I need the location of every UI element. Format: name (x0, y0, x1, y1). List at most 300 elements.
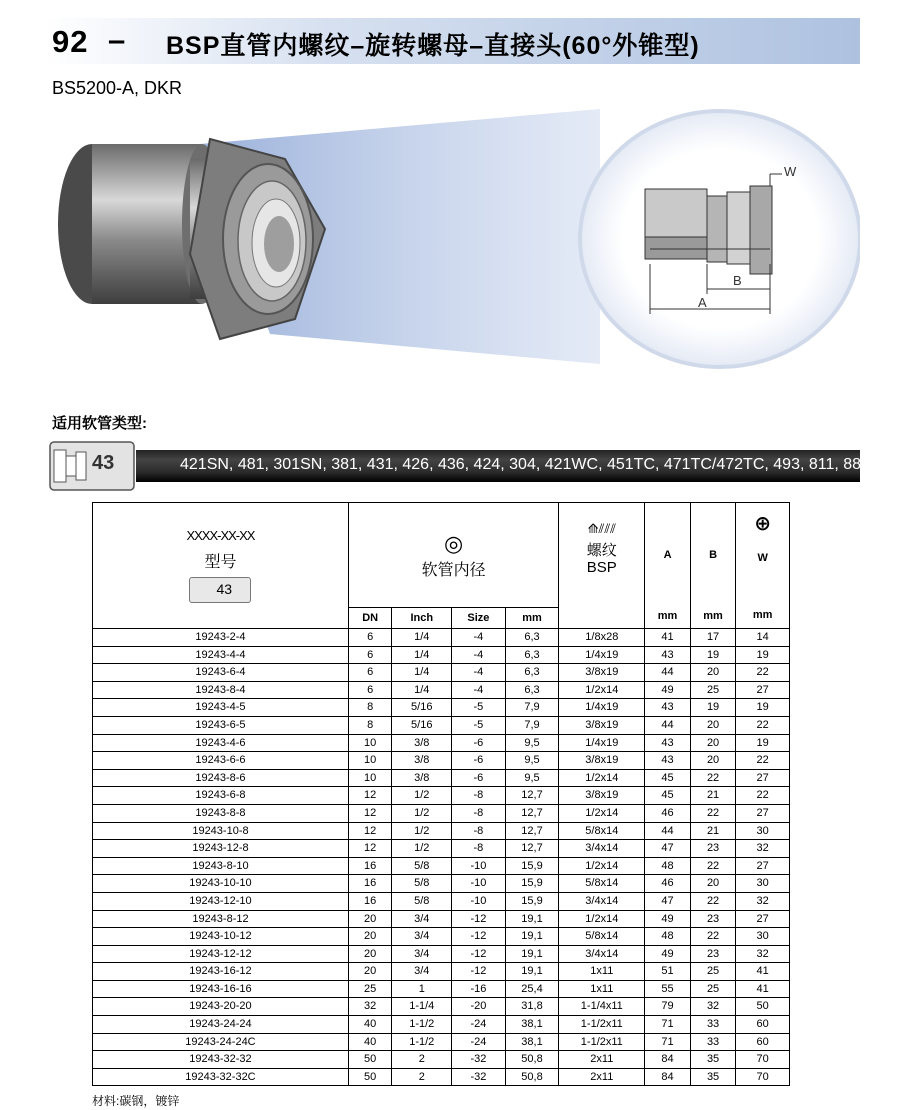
cell-size: -6 (452, 734, 506, 752)
table-row (93, 910, 790, 928)
cell-mm: 12,7 (505, 840, 559, 858)
cell-model: 19243-24-24C (93, 1033, 349, 1051)
w-header (736, 503, 790, 629)
spec-table (92, 502, 790, 1086)
cell-w: 60 (736, 1016, 790, 1034)
table-row (93, 734, 790, 752)
cell-model: 19243-32-32C (93, 1068, 349, 1086)
table-row (93, 892, 790, 910)
w-unit: mm (752, 608, 773, 621)
cell-size: -10 (452, 892, 506, 910)
cell-w: 19 (736, 699, 790, 717)
table-row (93, 716, 790, 734)
cell-size: -8 (452, 804, 506, 822)
table-row (93, 646, 790, 664)
spec-table-body (93, 629, 790, 1086)
a-header (645, 503, 691, 629)
cell-dn: 6 (348, 646, 391, 664)
cell-mm: 19,1 (505, 963, 559, 981)
cell-model: 19243-4-4 (93, 646, 349, 664)
cell-inch: 2 (392, 1068, 452, 1086)
cell-mm: 6,3 (505, 629, 559, 647)
cell-mm: 12,7 (505, 804, 559, 822)
cell-a: 49 (645, 945, 691, 963)
cell-mm: 31,8 (505, 998, 559, 1016)
cell-a: 48 (645, 928, 691, 946)
cell-mm: 50,8 (505, 1068, 559, 1086)
cell-a: 71 (645, 1016, 691, 1034)
cell-b: 25 (690, 681, 736, 699)
cell-b: 21 (690, 787, 736, 805)
cell-dn: 16 (348, 892, 391, 910)
cell-dn: 10 (348, 734, 391, 752)
cell-mm: 50,8 (505, 1051, 559, 1069)
cell-w: 32 (736, 840, 790, 858)
cell-dn: 20 (348, 928, 391, 946)
cell-b: 35 (690, 1068, 736, 1086)
cell-thread: 1-1/2x11 (559, 1033, 645, 1051)
cell-thread: 1/2x14 (559, 769, 645, 787)
cell-mm: 15,9 (505, 875, 559, 893)
compatible-hose-bar (48, 440, 870, 492)
cell-inch: 3/4 (392, 945, 452, 963)
cell-b: 22 (690, 769, 736, 787)
cell-size: -4 (452, 681, 506, 699)
cell-thread: 1/4x19 (559, 646, 645, 664)
cell-model: 19243-12-8 (93, 840, 349, 858)
cell-mm: 25,4 (505, 980, 559, 998)
cell-model: 19243-4-5 (93, 699, 349, 717)
title-dash: – (108, 22, 126, 57)
cell-mm: 15,9 (505, 892, 559, 910)
cell-thread: 5/8x14 (559, 928, 645, 946)
cell-model: 19243-16-12 (93, 963, 349, 981)
cell-b: 20 (690, 716, 736, 734)
cell-mm: 9,5 (505, 734, 559, 752)
cell-dn: 12 (348, 822, 391, 840)
cell-mm: 12,7 (505, 787, 559, 805)
standard-subtitle: BS5200-A, DKR (52, 78, 183, 98)
cell-w: 22 (736, 787, 790, 805)
w-icon: ⊕ (754, 512, 772, 535)
model-badge-text: 43 (216, 581, 233, 598)
cell-thread: 1/4x19 (559, 734, 645, 752)
a-label: A (663, 548, 672, 561)
table-row (93, 945, 790, 963)
cell-dn: 6 (348, 681, 391, 699)
cell-b: 20 (690, 664, 736, 682)
cell-mm: 12,7 (505, 822, 559, 840)
cell-inch: 5/8 (392, 857, 452, 875)
cell-size: -24 (452, 1033, 506, 1051)
catalog-number: 92 (52, 24, 89, 59)
cell-inch: 1-1/4 (392, 998, 452, 1016)
dim-label-w: W (784, 164, 797, 179)
model-badge (189, 577, 251, 603)
cell-size: -6 (452, 769, 506, 787)
cell-inch: 1 (392, 980, 452, 998)
mm-header: mm (505, 608, 559, 629)
cell-mm: 19,1 (505, 945, 559, 963)
cell-w: 27 (736, 681, 790, 699)
cell-thread: 5/8x14 (559, 875, 645, 893)
cell-inch: 1/4 (392, 664, 452, 682)
cell-inch: 1-1/2 (392, 1016, 452, 1034)
cell-thread: 1/4x19 (559, 699, 645, 717)
cell-b: 21 (690, 822, 736, 840)
cell-a: 45 (645, 769, 691, 787)
cell-model: 19243-8-4 (93, 681, 349, 699)
cell-thread: 2x11 (559, 1051, 645, 1069)
cell-w: 27 (736, 769, 790, 787)
cell-size: -5 (452, 716, 506, 734)
cell-dn: 50 (348, 1051, 391, 1069)
cell-mm: 19,1 (505, 910, 559, 928)
cell-inch: 3/4 (392, 928, 452, 946)
table-row (93, 875, 790, 893)
cell-inch: 5/16 (392, 716, 452, 734)
cell-model: 19243-24-24 (93, 1016, 349, 1034)
cell-size: -12 (452, 928, 506, 946)
cell-size: -20 (452, 998, 506, 1016)
cell-thread: 1/2x14 (559, 910, 645, 928)
cell-size: -12 (452, 910, 506, 928)
table-row (93, 769, 790, 787)
cell-size: -4 (452, 646, 506, 664)
cell-a: 48 (645, 857, 691, 875)
fitting-id: 43 (92, 452, 115, 474)
b-unit: mm (703, 609, 723, 622)
table-row (93, 1068, 790, 1086)
table-row (93, 963, 790, 981)
cell-thread: 1-1/2x11 (559, 1016, 645, 1034)
cell-mm: 15,9 (505, 857, 559, 875)
cell-model: 19243-6-8 (93, 787, 349, 805)
hose-types-heading: 适用软管类型: (52, 415, 147, 432)
cell-model: 19243-6-5 (93, 716, 349, 734)
cell-b: 32 (690, 998, 736, 1016)
cell-model: 19243-2-4 (93, 629, 349, 647)
cell-inch: 2 (392, 1051, 452, 1069)
cell-inch: 1/2 (392, 804, 452, 822)
cell-a: 49 (645, 910, 691, 928)
cell-w: 27 (736, 857, 790, 875)
thread-header (559, 503, 645, 629)
cell-b: 25 (690, 980, 736, 998)
cell-model: 19243-20-20 (93, 998, 349, 1016)
cell-size: -4 (452, 629, 506, 647)
table-row (93, 822, 790, 840)
dn-header: DN (348, 608, 391, 629)
cell-b: 35 (690, 1051, 736, 1069)
cell-model: 19243-16-16 (93, 980, 349, 998)
hose-id-icon: ◎ (444, 530, 464, 556)
cell-thread: 3/8x19 (559, 716, 645, 734)
cell-thread: 2x11 (559, 1068, 645, 1086)
cell-thread: 3/4x14 (559, 945, 645, 963)
cell-thread: 3/4x14 (559, 840, 645, 858)
cell-dn: 20 (348, 945, 391, 963)
cell-size: -8 (452, 822, 506, 840)
table-row (93, 1033, 790, 1051)
cell-size: -32 (452, 1068, 506, 1086)
cell-thread: 1/8x28 (559, 629, 645, 647)
cell-size: -16 (452, 980, 506, 998)
cell-inch: 3/4 (392, 963, 452, 981)
cell-a: 79 (645, 998, 691, 1016)
cell-b: 25 (690, 963, 736, 981)
cell-w: 60 (736, 1033, 790, 1051)
product-illustration (40, 104, 860, 374)
w-label: W (757, 551, 768, 564)
cell-model: 19243-12-10 (93, 892, 349, 910)
cell-model: 19243-32-32 (93, 1051, 349, 1069)
cell-a: 41 (645, 629, 691, 647)
cell-w: 41 (736, 963, 790, 981)
cell-a: 71 (645, 1033, 691, 1051)
cell-thread: 1-1/4x11 (559, 998, 645, 1016)
cell-b: 22 (690, 892, 736, 910)
cell-b: 20 (690, 734, 736, 752)
cell-mm: 6,3 (505, 664, 559, 682)
table-row (93, 699, 790, 717)
table-row (93, 928, 790, 946)
cell-model: 19243-10-12 (93, 928, 349, 946)
cell-inch: 1/2 (392, 822, 452, 840)
cell-inch: 1/2 (392, 787, 452, 805)
table-row (93, 804, 790, 822)
cell-a: 43 (645, 699, 691, 717)
cell-b: 19 (690, 699, 736, 717)
page-title: BSP直管内螺纹–旋转螺母–直接头(60°外锥型) (166, 32, 700, 60)
dim-label-a: A (698, 295, 707, 310)
b-header (690, 503, 736, 629)
cell-a: 47 (645, 840, 691, 858)
cell-dn: 6 (348, 664, 391, 682)
cell-size: -10 (452, 857, 506, 875)
table-row (93, 681, 790, 699)
cell-a: 55 (645, 980, 691, 998)
cell-thread: 1/2x14 (559, 681, 645, 699)
cell-model: 19243-8-12 (93, 910, 349, 928)
cell-size: -8 (452, 787, 506, 805)
cell-dn: 8 (348, 699, 391, 717)
cell-size: -12 (452, 945, 506, 963)
cell-a: 84 (645, 1051, 691, 1069)
cell-dn: 16 (348, 857, 391, 875)
cell-model: 19243-10-10 (93, 875, 349, 893)
cell-inch: 3/4 (392, 910, 452, 928)
hose-type-list: 421SN, 481, 301SN, 381, 431, 426, 436, 424, 304, 421WC, 451TC, 471TC/472TC, 493, 811, 881 (180, 456, 870, 473)
table-row (93, 857, 790, 875)
cell-inch: 1/4 (392, 681, 452, 699)
cell-a: 45 (645, 787, 691, 805)
cell-model: 19243-6-6 (93, 752, 349, 770)
cell-model: 19243-4-6 (93, 734, 349, 752)
cell-inch: 3/8 (392, 734, 452, 752)
cell-a: 43 (645, 752, 691, 770)
cell-mm: 6,3 (505, 646, 559, 664)
thread-icon: ⟰⫽⫽⫽ (587, 520, 616, 536)
cell-dn: 20 (348, 963, 391, 981)
cell-size: -24 (452, 1016, 506, 1034)
cell-w: 30 (736, 928, 790, 946)
table-row (93, 1016, 790, 1034)
cell-b: 23 (690, 945, 736, 963)
cell-w: 70 (736, 1051, 790, 1069)
cell-model: 19243-8-6 (93, 769, 349, 787)
cell-size: -8 (452, 840, 506, 858)
b-label: B (709, 548, 718, 561)
cell-size: -5 (452, 699, 506, 717)
table-row (93, 1051, 790, 1069)
table-row (93, 752, 790, 770)
cell-b: 19 (690, 646, 736, 664)
table-row (93, 980, 790, 998)
cell-b: 17 (690, 629, 736, 647)
cell-b: 20 (690, 752, 736, 770)
cell-dn: 50 (348, 1068, 391, 1086)
cell-thread: 1/2x14 (559, 804, 645, 822)
cell-thread: 3/8x19 (559, 752, 645, 770)
cell-size: -12 (452, 963, 506, 981)
cell-dn: 40 (348, 1016, 391, 1034)
cell-model: 19243-10-8 (93, 822, 349, 840)
cell-dn: 32 (348, 998, 391, 1016)
cell-a: 51 (645, 963, 691, 981)
cell-a: 46 (645, 875, 691, 893)
cell-w: 22 (736, 752, 790, 770)
cell-mm: 7,9 (505, 699, 559, 717)
cell-mm: 7,9 (505, 716, 559, 734)
cell-a: 49 (645, 681, 691, 699)
cell-b: 33 (690, 1033, 736, 1051)
model-label: 型号 (204, 553, 237, 571)
material-note: 材料:碳钢，镀锌 (92, 1094, 180, 1108)
a-unit: mm (657, 609, 678, 622)
cell-dn: 10 (348, 769, 391, 787)
cell-w: 19 (736, 734, 790, 752)
cell-a: 84 (645, 1068, 691, 1086)
cell-a: 43 (645, 734, 691, 752)
model-header (93, 503, 349, 629)
cell-model: 19243-12-12 (93, 945, 349, 963)
table-row (93, 840, 790, 858)
cell-dn: 8 (348, 716, 391, 734)
cell-dn: 12 (348, 804, 391, 822)
cell-dn: 12 (348, 840, 391, 858)
cell-a: 44 (645, 822, 691, 840)
cell-inch: 5/8 (392, 875, 452, 893)
cell-b: 33 (690, 1016, 736, 1034)
cell-size: -32 (452, 1051, 506, 1069)
cell-mm: 9,5 (505, 769, 559, 787)
cell-inch: 3/8 (392, 752, 452, 770)
cell-inch: 5/16 (392, 699, 452, 717)
cell-w: 14 (736, 629, 790, 647)
cell-w: 30 (736, 822, 790, 840)
dim-label-b: B (733, 273, 742, 288)
table-row (93, 629, 790, 647)
cell-a: 44 (645, 716, 691, 734)
cell-a: 46 (645, 804, 691, 822)
cell-w: 22 (736, 664, 790, 682)
inch-header: Inch (392, 608, 452, 629)
cell-dn: 16 (348, 875, 391, 893)
cell-b: 22 (690, 804, 736, 822)
hose-id-label: 软管内径 (421, 561, 486, 579)
fitting-3d-render (58, 139, 325, 339)
cell-mm: 19,1 (505, 928, 559, 946)
cell-b: 23 (690, 840, 736, 858)
cell-size: -10 (452, 875, 506, 893)
cell-dn: 40 (348, 1033, 391, 1051)
thread-label: 螺纹 (586, 542, 617, 560)
cell-mm: 38,1 (505, 1033, 559, 1051)
table-row (93, 664, 790, 682)
cell-mm: 6,3 (505, 681, 559, 699)
table-row (93, 787, 790, 805)
hose-id-header (348, 503, 558, 608)
cell-w: 32 (736, 892, 790, 910)
cell-dn: 6 (348, 629, 391, 647)
table-row (93, 998, 790, 1016)
cell-w: 70 (736, 1068, 790, 1086)
cell-w: 30 (736, 875, 790, 893)
cell-w: 27 (736, 804, 790, 822)
cell-thread: 3/8x19 (559, 664, 645, 682)
cell-b: 23 (690, 910, 736, 928)
cell-dn: 25 (348, 980, 391, 998)
cell-inch: 1-1/2 (392, 1033, 452, 1051)
cell-model: 19243-8-8 (93, 804, 349, 822)
cell-mm: 38,1 (505, 1016, 559, 1034)
cell-dn: 10 (348, 752, 391, 770)
cell-thread: 3/8x19 (559, 787, 645, 805)
cell-inch: 1/2 (392, 840, 452, 858)
cell-b: 20 (690, 875, 736, 893)
cell-w: 19 (736, 646, 790, 664)
size-header: Size (452, 608, 506, 629)
cell-inch: 5/8 (392, 892, 452, 910)
cell-dn: 12 (348, 787, 391, 805)
cell-inch: 1/4 (392, 646, 452, 664)
cell-w: 32 (736, 945, 790, 963)
cell-model: 19243-8-10 (93, 857, 349, 875)
cell-w: 27 (736, 910, 790, 928)
cell-thread: 1x11 (559, 980, 645, 998)
cell-inch: 3/8 (392, 769, 452, 787)
cell-size: -6 (452, 752, 506, 770)
cell-thread: 3/4x14 (559, 892, 645, 910)
cell-size: -4 (452, 664, 506, 682)
cell-model: 19243-6-4 (93, 664, 349, 682)
thread-std: BSP (586, 558, 617, 576)
cell-thread: 1x11 (559, 963, 645, 981)
cell-mm: 9,5 (505, 752, 559, 770)
cell-w: 50 (736, 998, 790, 1016)
cell-dn: 20 (348, 910, 391, 928)
cell-w: 41 (736, 980, 790, 998)
cell-inch: 1/4 (392, 629, 452, 647)
cell-b: 22 (690, 928, 736, 946)
cell-w: 22 (736, 716, 790, 734)
cell-b: 22 (690, 857, 736, 875)
cell-a: 44 (645, 664, 691, 682)
cell-thread: 1/2x14 (559, 857, 645, 875)
cell-a: 47 (645, 892, 691, 910)
code-pattern: XXXX-XX-XX (186, 528, 255, 544)
